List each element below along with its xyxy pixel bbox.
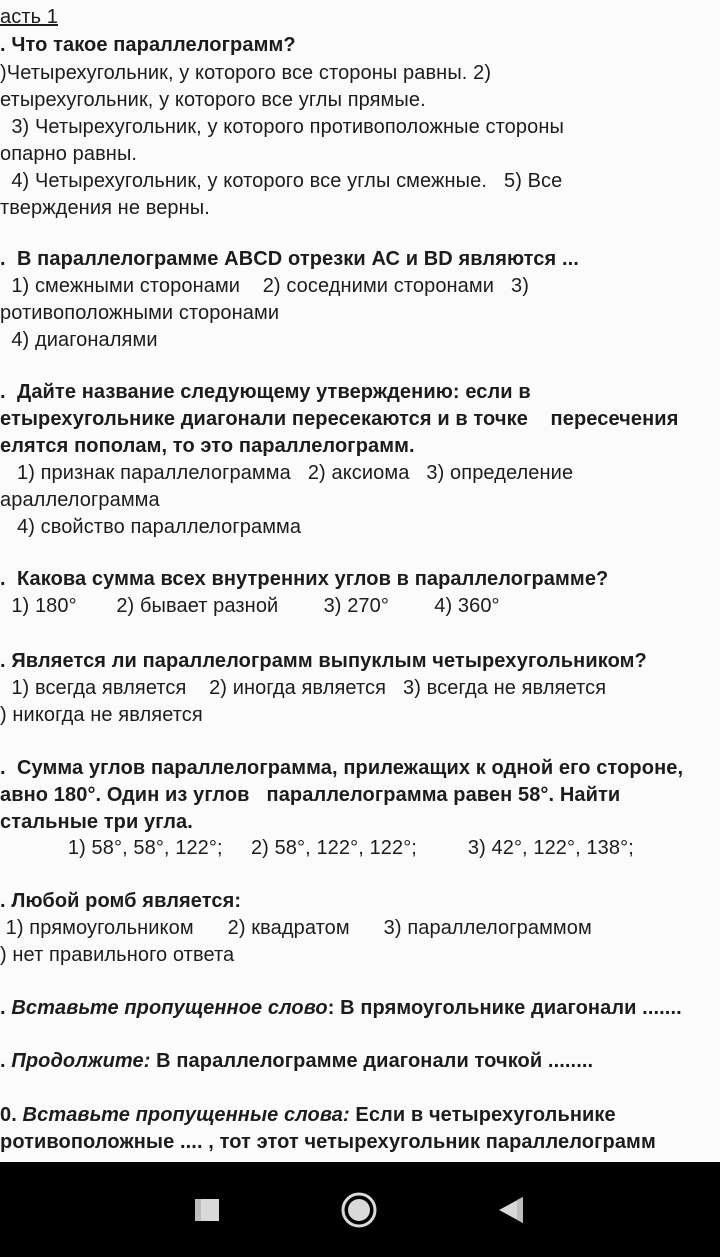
q3-line: 1) признак параллелограмма 2) аксиома 3) определение	[0, 462, 574, 484]
question-4: . Какова сумма всех внутренних углов в параллелограмме?	[0, 568, 609, 590]
q10-text: Если в четырехугольнике	[349, 1104, 616, 1126]
q9-text: В параллелограмме диагонали точкой ........	[150, 1050, 594, 1072]
question-9	[0, 1049, 593, 1073]
q10-prefix: 0.	[0, 1104, 23, 1126]
q5-line: ) никогда не является	[0, 704, 203, 726]
square-recents-icon	[187, 1190, 227, 1230]
android-nav-bar	[0, 1162, 720, 1257]
q1-line: опарно равны.	[0, 143, 138, 165]
q4-line: 1) 180° 2) бывает разной 3) 270° 4) 360°	[0, 595, 500, 617]
circle-home-icon	[339, 1190, 379, 1230]
question-5: . Является ли параллелограмм выпуклым четырехугольником?	[0, 650, 647, 672]
question-10-line2: ротивоположные .... , тот этот четырехугольник параллелограмм	[0, 1131, 656, 1153]
recents-button[interactable]	[187, 1190, 227, 1230]
q9-prefix: .	[0, 1050, 12, 1072]
triangle-back-icon	[490, 1190, 530, 1230]
question-10	[0, 1103, 616, 1127]
q10-instruction: Вставьте пропущенные слова:	[22, 1104, 350, 1126]
q1-line: тверждения не верны.	[0, 197, 210, 219]
q1-line: 3) Четырехугольник, у которого противоположные стороны	[0, 116, 564, 138]
q1-line: )Четырехугольник, у которого все стороны равны. 2)	[0, 62, 492, 84]
q8-text: : В прямоугольнике диагонали .......	[327, 997, 682, 1019]
q2-line: 1) смежными сторонами 2) соседними сторонами 3)	[0, 275, 529, 297]
question-8	[0, 996, 682, 1020]
question-3: елятся пополам, то это параллелограмм.	[0, 435, 415, 457]
q8-instruction: Вставьте пропущенное слово	[11, 997, 328, 1019]
q3-line: 4) свойство параллелограмма	[0, 516, 302, 538]
q2-line: ротивоположными сторонами	[0, 302, 280, 324]
q7-line: 1) прямоугольником 2) квадратом 3) параллелограммом	[0, 917, 592, 939]
question-1: . Что такое параллелограмм?	[0, 34, 296, 56]
question-6: авно 180°. Один из углов параллелограмма равен 58°. Найти	[0, 784, 621, 806]
question-3: . Дайте название следующему утверждению: если в	[0, 381, 531, 403]
q7-line: ) нет правильного ответа	[0, 944, 235, 966]
q3-line: араллелограмма	[0, 489, 160, 511]
q5-line: 1) всегда является 2) иногда является 3) всегда не является	[0, 677, 607, 699]
q1-line: 4) Четырехугольник, у которого все углы смежные. 5) Все	[0, 170, 563, 192]
question-6: стальные три угла.	[0, 811, 193, 833]
question-7: . Любой ромб является:	[0, 890, 242, 912]
q1-line: етырехугольник, у которого все углы прямые.	[0, 89, 426, 111]
q2-line: 4) диагоналями	[0, 329, 158, 351]
home-button[interactable]	[339, 1190, 379, 1230]
q6-line: 1) 58°, 58°, 122°; 2) 58°, 122°, 122°; 3) 42°, 122°, 138°;	[0, 837, 634, 859]
question-6: . Сумма углов параллелограмма, прилежащих к одной его стороне,	[0, 757, 684, 779]
back-button[interactable]	[490, 1190, 530, 1230]
question-3: етырехугольнике диагонали пересекаются и в точке пересечения	[0, 408, 679, 430]
q8-prefix: .	[0, 997, 12, 1019]
q9-instruction: Продолжите:	[11, 1050, 151, 1072]
question-2: . В параллелограмме ABCD отрезки АС и BD являются ...	[0, 248, 579, 270]
section-header: асть 1	[0, 6, 58, 28]
